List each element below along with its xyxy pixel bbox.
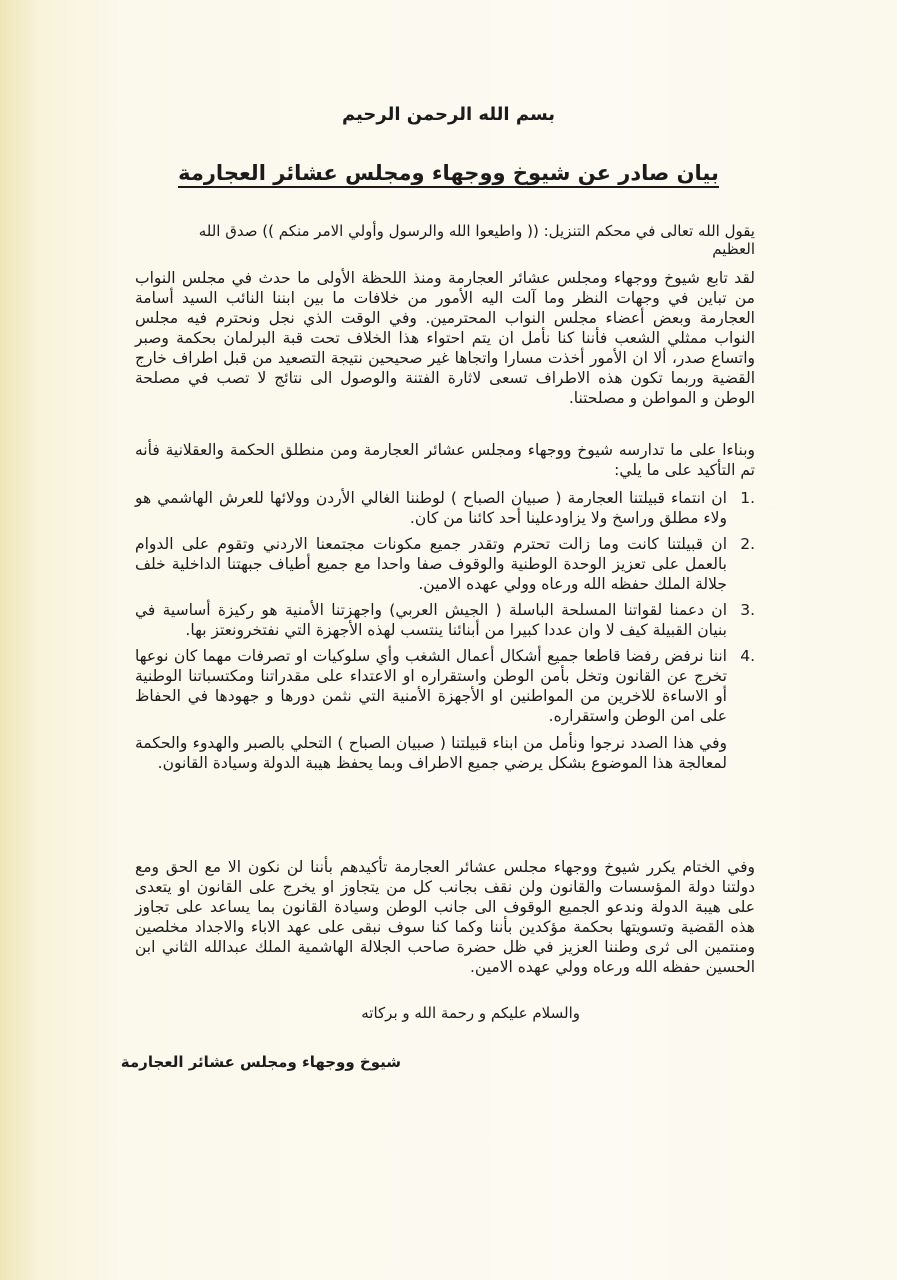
closing-greeting: والسلام عليكم و رحمة الله و بركاته [361, 1004, 580, 1022]
list-item [135, 534, 755, 594]
statement-title [0, 161, 897, 185]
title-text: بيان صادر عن شيوخ ووجهاء ومجلس عشائر العجارمة [178, 161, 719, 188]
list-item [135, 488, 755, 528]
item-number: .2 [740, 535, 755, 553]
basmala: بسم الله الرحمن الرحيم [341, 104, 556, 125]
paragraph-conclusion: وفي الختام يكرر شيوخ ووجهاء مجلس عشائر العجارمة تأكيدهم بأننا لن نكون الا مع الحق ومع دولتنا دولة المؤسسات والقانون ولن نقف بجانب كل من يتجاوز او يخرج على القانون او يتعدى على هيبة الدولة وندعو الجميع الوقوف الى جانب الوطن وسيادة القانون بما يساعد على تجاوز هذه القضية وتسويتها بحكمة مؤكدين بأننا وكما كنا سوف نبقى على عهد الاباء والاجداد مخلصين ومنتمين الى ثرى وطننا العزيز في ظل حضرة صاحب الجلالة الهاشمية الملك عبدالله الثاني ابن الحسين حفظه الله ورعاه وولي عهده الامين. [135, 858, 755, 976]
list-item [135, 600, 755, 640]
item-number: .1 [740, 489, 755, 507]
list-item [135, 646, 755, 726]
item-text: ان دعمنا لقواتنا المسلحة الباسلة ( الجيش العربي) واجهزتنا الأمنية هو ركيزة أساسية في بنيان القبيلة كيف لا وان عددا كبيرا من أبنائنا ينتسب لهذه الأجهزة التي نفتخرونعتز بها. [135, 601, 727, 639]
paragraph-appeal: وفي هذا الصدد نرجوا ونأمل من ابناء قبيلتنا ( صبيان الصباح ) التحلي بالصبر والهدوء والحكمة لمعالجة هذا الموضوع بشكل يرضي جميع الاطراف وبما يحفظ هيبة الدولة وسيادة القانون. [135, 734, 727, 772]
signature: شيوخ ووجهاء ومجلس عشائر العجارمة [120, 1053, 401, 1071]
item-number: .3 [740, 601, 755, 619]
paragraph-intro: لقد تابع شيوخ ووجهاء ومجلس عشائر العجارمة ومنذ اللحظة الأولى ما حدث في مجلس النواب من تباين في وجهات النظر وما آلت اليه الأمور من خلافات ما بين ابننا النائب السيد أسامة العجارمة وبعض أعضاء مجلس النواب المحترمين. وفي الوقت الذي نجل ونحترم فيه مجلس النواب ممثلي الشعب فأننا كنا نأمل ان يتم احتواء هذا الخلاف تحت قبة البرلمان بحكمة وصبر واتساع صدر، ألا ان الأمور أخذت مسارا واتجاها غير صحيحين نتيجة التصعيد من قبل اطراف خارج القضية وربما تكون هذه الاطراف تسعى لاثارة الفتنة والوصول الى نتائج لا تصب في مصلحة الوطن و المواطن و مصلحتنا. [135, 269, 755, 407]
resolutions-list [135, 488, 755, 732]
quran-verse: يقول الله تعالى في محكم التنزيل: (( واطيعوا الله والرسول وأولي الامر منكم )) صدق الله العظيم [198, 222, 755, 258]
item-text: ان انتماء قبيلتنا العجارمة ( صبيان الصباح ) لوطننا الغالي الأردن وولائها للعرش الهاشمي هو ولاء مطلق وراسخ ولا يزاودعلينا أحد كائنا من كان. [135, 489, 727, 527]
item-number: .4 [740, 647, 755, 665]
item-text: ان قبيلتنا كانت وما زالت تحترم وتقدر جميع مكونات مجتمعنا الاردني وتقوم على الدوام بالعمل على تعزيز الوحدة الوطنية والوقوف صفا واحدا مع جميع أطياف جبهتنا الداخلية خلف جلالة الملك حفظه الله ورعاه وولي عهده الامين. [135, 535, 727, 593]
item-text: اننا نرفض رفضا قاطعا جميع أشكال أعمال الشغب وأي سلوكيات او تصرفات مهما كان نوعها تخرج عن القانون وتخل بأمن الوطن واستقراره او الاعتداء على مقدراتنا ومكتسباتنا الوطنية أو الاساءة للاخرين من المواطنين او الأجهزة الأمنية التي نثمن دورها و جهودها في الحفاظ على امن الوطن واستقراره. [135, 647, 727, 725]
paragraph-resolutions-lead: وبناءا على ما تدارسه شيوخ ووجهاء ومجلس عشائر العجارمة ومن منطلق الحكمة والعقلانية فأنه تم التأكيد على ما يلي: [135, 441, 755, 479]
